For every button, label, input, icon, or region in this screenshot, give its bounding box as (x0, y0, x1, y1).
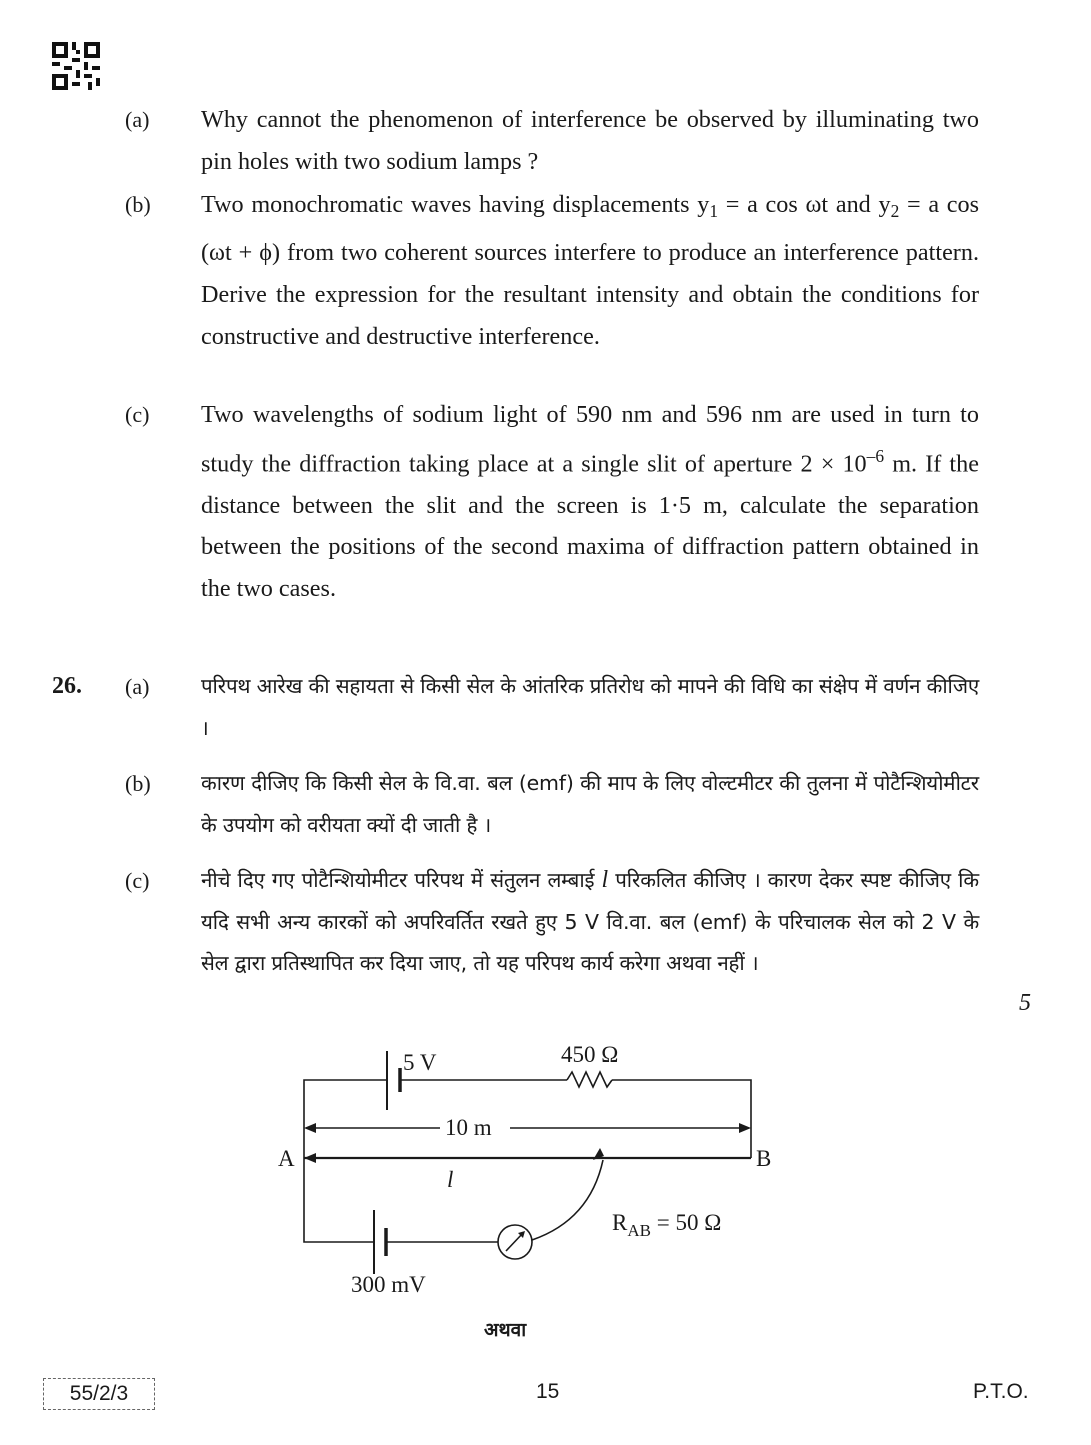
cell-emf-label: 300 mV (351, 1272, 426, 1297)
q26a-label: (a) (125, 674, 150, 699)
pto-label: P.T.O. (973, 1380, 1029, 1403)
page-number: 15 (536, 1380, 560, 1403)
wire-length-label: 10 m (445, 1115, 492, 1140)
balance-length-label: l (447, 1167, 454, 1192)
marks: 5 (1019, 990, 1031, 1016)
q26a-text: परिपथ आरेख की सहायता से किसी सेल के आंतरिक प्रतिरोध को मापने की विधि का संक्षेप में वर्णन कीजिए । (201, 674, 979, 740)
resistor-label: 450 Ω (561, 1042, 619, 1067)
potentiometer-circuit-diagram (270, 1030, 790, 1300)
q26b-label: (b) (125, 771, 151, 796)
q26b-text: कारण दीजिए कि किसी सेल के वि.वा. बल (emf) की माप के लिए वोल्टमीटर की तुलना में पोटैन्शियोमीटर के उपयोग को वरीयता क्यों दी जाती है । (201, 771, 979, 837)
q25b-text: Two monochromatic waves having displacements $y_1 = a$ cos ωt and $y_2 = a$ cos (ωt + ϕ) from two coherent sources interfere to produce an interference pattern. Derive the expression for the resultant intensity and obtain the conditions for constructive and destructive interference. (201, 191, 979, 350)
q25b-label: (b) (125, 192, 151, 217)
driver-emf-label: 5 V (403, 1050, 437, 1075)
q25c-text: Two wavelengths of sodium light of 590 nm and 596 nm are used in turn to study the diffraction taking place at a single slit of aperture $2 \times 10^{-6}$ m. If the distance between the slit and the screen is 1·5 m, calculate the separation between the positions of the second maxima of diffraction pattern obtained in the two cases. (201, 401, 979, 602)
q25c-label: (c) (125, 402, 150, 427)
qr-code-icon (52, 42, 100, 90)
point-b-label: B (756, 1146, 772, 1171)
q26c-text: नीचे दिए गए पोटैन्शियोमीटर परिपथ में संतुलन लम्बाई l परिकलित कीजिए । कारण देकर स्पष्ट कीजिए कि यदि सभी अन्य कारकों को अपरिवर्तित रखते हुए 5 V वि.वा. बल (emf) के परिचालक सेल को 2 V के सेल द्वारा प्रतिस्थापित कर दिया जाए, तो यह परिपथ कार्य करेगा अथवा नहीं । (201, 867, 979, 976)
q26c-label: (c) (125, 868, 150, 893)
or-label: अथवा (484, 1319, 527, 1341)
question-number-26: 26. (52, 673, 82, 699)
paper-code: 55/2/3 (43, 1378, 155, 1410)
rab-label: $R_{AB} = 50$ Ω (612, 1210, 722, 1240)
point-a-label: A (278, 1146, 295, 1171)
q25a-text: Why cannot the phenomenon of interference be observed by illuminating two pin holes with two sodium lamps ? (201, 106, 979, 175)
q25a-label: (a) (125, 107, 150, 132)
